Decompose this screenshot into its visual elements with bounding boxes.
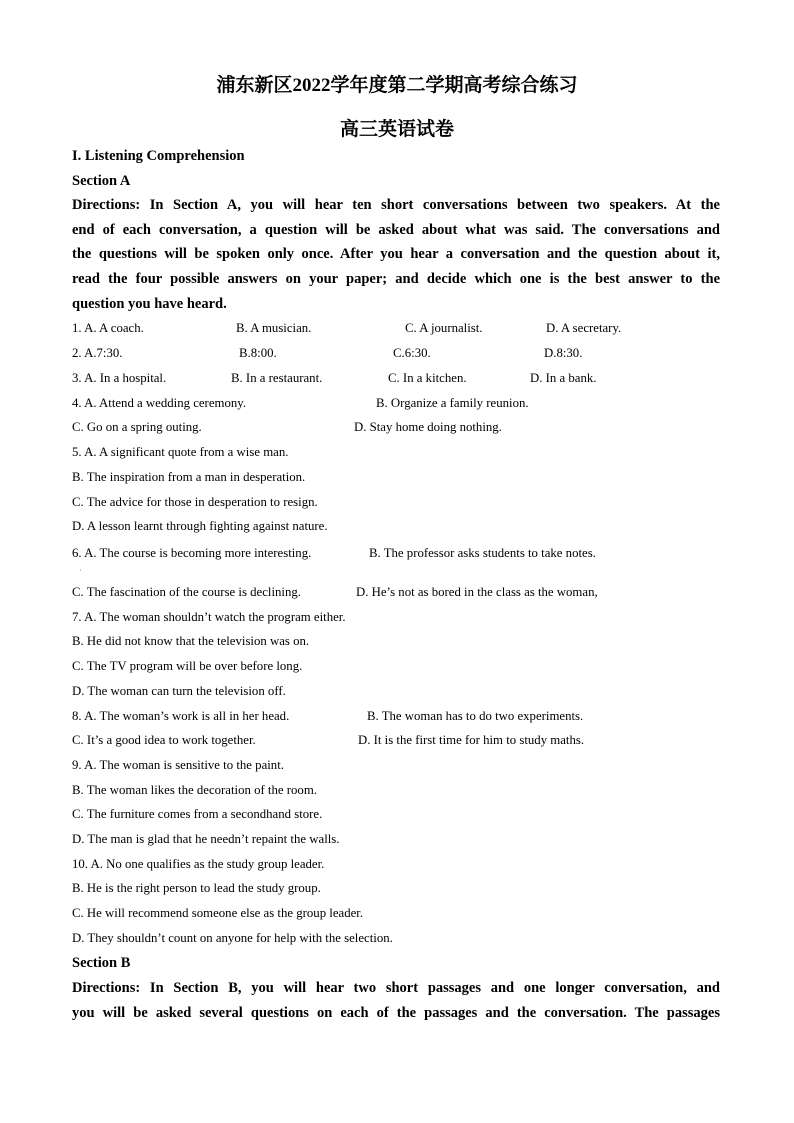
- q9-option-a: 9. A. The woman is sensitive to the paint.: [72, 758, 284, 772]
- stray-mark: ·: [79, 566, 82, 575]
- section-a-directions-line: end of each conversation, a question will be asked about what was said. The conversations and: [72, 222, 720, 238]
- q3-option-c: C. In a kitchen.: [388, 371, 467, 385]
- section-b-heading: Section B: [72, 955, 131, 971]
- q5-option-d: D. A lesson learnt through fighting against nature.: [72, 519, 328, 533]
- q7-option-c: C. The TV program will be over before long.: [72, 659, 303, 673]
- section-b-directions-line: Directions: In Section B, you will hear two short passages and one longer conversation, and: [72, 980, 720, 996]
- section-a-directions-line: read the four possible answers on your paper; and decide which one is the best answer to the: [72, 271, 720, 287]
- q2-option-b: B.8:00.: [239, 346, 277, 360]
- q5-option-c: C. The advice for those in desperation to resign.: [72, 495, 318, 509]
- q6-option-c: C. The fascination of the course is declining.: [72, 585, 301, 599]
- q9-option-c: C. The furniture comes from a secondhand store.: [72, 807, 323, 821]
- section-a-directions-line: the questions will be spoken only once. After you hear a conversation and the question about it,: [72, 246, 720, 262]
- q8-option-c: C. It’s a good idea to work together.: [72, 733, 256, 747]
- q5-option-b: B. The inspiration from a man in desperation.: [72, 470, 306, 484]
- q1-option-a: 1. A. A coach.: [72, 321, 144, 335]
- page-title: 浦东新区2022学年度第二学期高考综合练习: [216, 75, 578, 96]
- q1-option-d: D. A secretary.: [546, 321, 622, 335]
- q7-option-b: B. He did not know that the television was on.: [72, 634, 310, 648]
- q7-option-d: D. The woman can turn the television off.: [72, 684, 286, 698]
- q4-option-c: C. Go on a spring outing.: [72, 420, 202, 434]
- q9-option-b: B. The woman likes the decoration of the room.: [72, 783, 317, 797]
- q6-option-a: 6. A. The course is becoming more interesting.: [72, 546, 312, 560]
- q10-option-b: B. He is the right person to lead the study group.: [72, 881, 321, 895]
- q4-option-b: B. Organize a family reunion.: [376, 396, 529, 410]
- page-subtitle: 高三英语试卷: [339, 119, 454, 140]
- q10-option-d: D. They shouldn’t count on anyone for help with the selection.: [72, 931, 393, 945]
- q2-option-c: C.6:30.: [393, 346, 431, 360]
- q10-option-a: 10. A. No one qualifies as the study group leader.: [72, 857, 325, 871]
- section-a-heading: Section A: [72, 173, 131, 189]
- q4-option-d: D. Stay home doing nothing.: [354, 420, 502, 434]
- q1-option-c: C. A journalist.: [405, 321, 483, 335]
- q8-option-a: 8. A. The woman’s work is all in her head.: [72, 709, 290, 723]
- q5-option-a: 5. A. A significant quote from a wise man.: [72, 445, 289, 459]
- q7-option-a: 7. A. The woman shouldn’t watch the program either.: [72, 610, 346, 624]
- q6-option-d: D. He’s not as bored in the class as the woman,: [356, 585, 598, 599]
- q1-option-b: B. A musician.: [236, 321, 312, 335]
- q2-option-d: D.8:30.: [544, 346, 583, 360]
- q9-option-d: D. The man is glad that he needn’t repaint the walls.: [72, 832, 340, 846]
- q8-option-b: B. The woman has to do two experiments.: [367, 709, 584, 723]
- q3-option-b: B. In a restaurant.: [231, 371, 323, 385]
- section-a-directions-line: question you have heard.: [72, 296, 227, 312]
- q3-option-a: 3. A. In a hospital.: [72, 371, 167, 385]
- q8-option-d: D. It is the first time for him to study maths.: [358, 733, 585, 747]
- q10-option-c: C. He will recommend someone else as the group leader.: [72, 906, 364, 920]
- part-heading: I. Listening Comprehension: [72, 148, 245, 164]
- section-a-directions-line: Directions: In Section A, you will hear ten short conversations between two speakers. At the: [72, 197, 720, 213]
- q4-option-a: 4. A. Attend a wedding ceremony.: [72, 396, 247, 410]
- q2-option-a: 2. A.7:30.: [72, 346, 123, 360]
- q6-option-b: B. The professor asks students to take notes.: [369, 546, 596, 560]
- section-b-directions-line: you will be asked several questions on each of the passages and the conversation. The passages: [72, 1005, 720, 1021]
- q3-option-d: D. In a bank.: [530, 371, 597, 385]
